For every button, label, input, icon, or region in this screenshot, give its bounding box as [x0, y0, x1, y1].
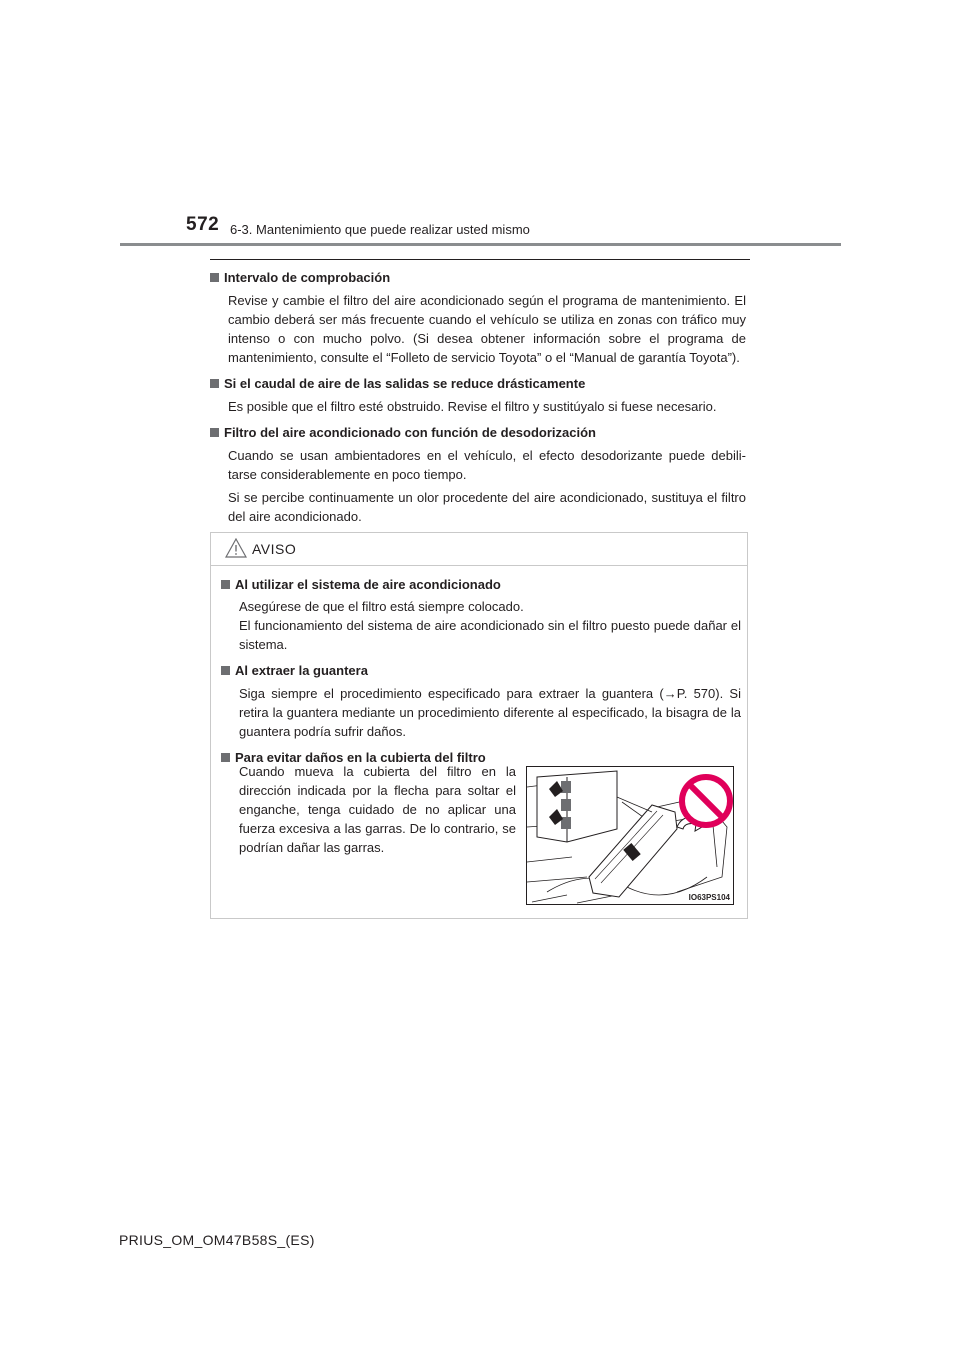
item-paragraph: Cuando mueva la cubierta del filtro en la dirección indicada por la flecha para soltar el enganche, tenga cuidado de no aplicar una fuerza excesiva a las garras. De lo contrario, se podrían dañar las garras. [239, 764, 516, 855]
figure-code: IO63PS104 [688, 893, 730, 902]
filter-cover-drawing [527, 767, 733, 904]
filter-cover-illustration [526, 766, 734, 905]
main-content [210, 268, 746, 533]
item-paragraph: Asegúrese de que el filtro está siempre colocado. [239, 599, 524, 614]
filter-cover-row [211, 533, 747, 918]
page-number: 572 [186, 214, 220, 235]
item-title: Si el caudal de aire de las salidas se reduce drásticamente [224, 376, 586, 391]
top-rule [210, 259, 750, 260]
square-bullet-icon [210, 428, 219, 437]
item-paragraph: Siga siempre el procedimiento especificado para extraer la guantera (→P. 570). Si retira la guantera mediante un procedimiento diferente al especificado, la bisagra de la guantera podría sufrir daños. [239, 686, 741, 739]
section-title: 6-3. Mantenimiento que puede realizar usted mismo [230, 222, 530, 237]
square-bullet-icon [210, 273, 219, 282]
item-paragraph: El funcionamiento del sistema de aire acondicionado sin el filtro puesto puede dañar el sistema. [239, 618, 741, 652]
warning-box [210, 532, 748, 919]
item-paragraph: Si se percibe continuamente un olor procedente del aire acondicionado, sustituya el filtro del aire acondicionado. [228, 490, 746, 524]
item-title: Al extraer la guantera [235, 663, 368, 678]
item-paragraph: Es posible que el filtro esté obstruido. Revise el filtro y sustitúyalo si fuese necesario. [228, 399, 717, 414]
item-airflow-reduced [210, 374, 746, 416]
square-bullet-icon [210, 379, 219, 388]
item-title: Intervalo de comprobación [224, 270, 391, 285]
footer-doc-id: PRIUS_OM_OM47B58S_(ES) [119, 1232, 315, 1248]
item-paragraph: Revise y cambie el filtro del aire acondicionado según el programa de mantenimiento. El cambio deberá ser más frecuente cuando el vehículo se utiliza en zonas con tráfico muy intenso o con mucho polvo. (Si desea obtener información sobre el programa de mantenimiento, consulte el “Folleto de servicio Toyota” o el “Manual de garantía Toyota”). [228, 293, 746, 365]
item-check-interval [210, 268, 746, 367]
header-rule [120, 243, 841, 246]
item-paragraph: Cuando se usan ambientadores en el vehículo, el efecto desodorizante puede debili- tarse considerablemente en poco tiempo. [228, 448, 746, 482]
item-title: Filtro del aire acondicionado con función de desodorización [224, 425, 596, 440]
item-title: Para evitar daños en la cubierta del filtro [235, 750, 486, 765]
warning-label: AVISO [252, 541, 297, 557]
item-deodorizing-filter [210, 423, 746, 526]
item-title: Al utilizar el sistema de aire acondicionado [235, 577, 501, 592]
